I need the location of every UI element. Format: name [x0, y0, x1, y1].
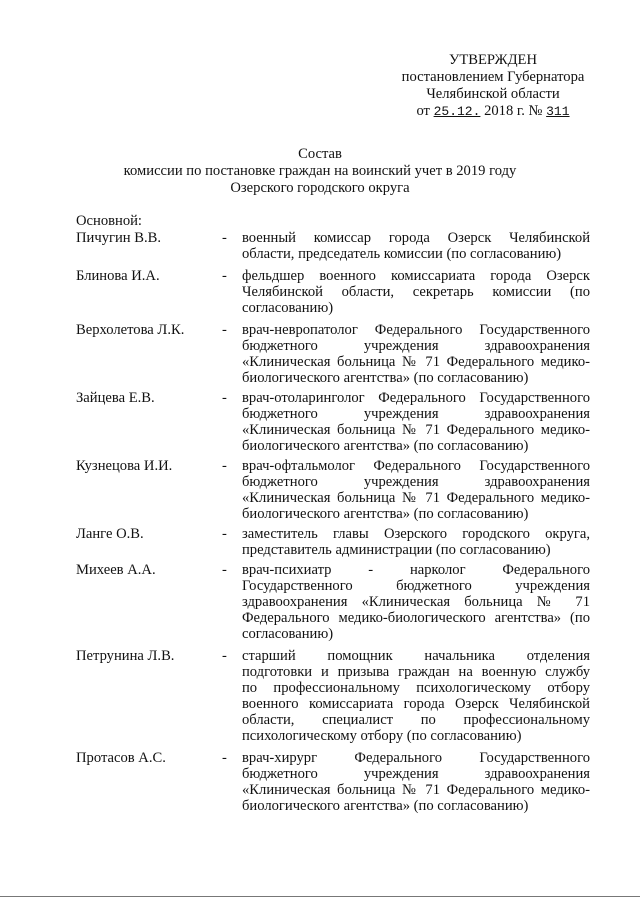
member-role-line: врач-хирург Федерального Государственного	[242, 750, 590, 766]
member-dash: -	[222, 750, 227, 766]
member-role-line: по профессиональному психологическому отбору	[242, 680, 590, 696]
member-role-line: старший помощник начальника отделения	[242, 648, 590, 664]
member-dash: -	[222, 390, 227, 406]
approval-line-1: постановлением Губернатора	[401, 69, 585, 85]
member-name: Петрунина Л.В.	[76, 648, 175, 664]
member-role-line: подготовки и призыва граждан на военную службу	[242, 664, 590, 680]
member-name: Пичугин В.В.	[76, 230, 162, 246]
member-role-line: бюджетного учреждения здравоохранения	[242, 406, 590, 422]
member-role-line: психологическому отбору (по согласованию)	[242, 728, 522, 744]
member-role	[242, 750, 590, 814]
member-dash: -	[222, 230, 227, 246]
member-role-line: биологического агентства» (по согласованию)	[242, 506, 529, 522]
member-role-line: заместитель главы Озерского городского округа,	[242, 526, 590, 542]
member-name: Зайцева Е.В.	[76, 390, 155, 406]
member-name: Верхолетова Л.К.	[76, 322, 185, 338]
member-role-line: бюджетного учреждения здравоохранения	[242, 474, 590, 490]
member-role-line: здравоохранения «Клиническая больница № 71	[242, 594, 590, 610]
member-role	[242, 562, 590, 642]
member-dash: -	[222, 268, 227, 284]
member-role-line: области, специалист по профессиональному	[242, 712, 590, 728]
section-label: Основной:	[76, 213, 142, 229]
member-role-line: биологического агентства» (по согласованию)	[242, 798, 529, 814]
member-role	[242, 230, 590, 262]
member-role-line: «Клиническая больница № 71 Федерального медико-	[242, 782, 590, 798]
member-name: Кузнецова И.И.	[76, 458, 173, 474]
member-role-line: врач-психиатр - нарколог Федерального	[242, 562, 590, 578]
member-role-line: фельдшер военного комиссариата города Озерск	[242, 268, 590, 284]
member-role-line: согласованию)	[242, 300, 334, 316]
member-role-line: представитель администрации (по согласованию)	[242, 542, 551, 558]
member-role-line: врач-отоларинголог Федерального Государственного	[242, 390, 590, 406]
member-role-line: «Клиническая больница № 71 Федерального медико-	[242, 354, 590, 370]
member-dash: -	[222, 458, 227, 474]
member-name: Ланге О.В.	[76, 526, 144, 542]
date-prefix: от	[416, 103, 430, 119]
member-role-line: бюджетного учреждения здравоохранения	[242, 338, 590, 354]
member-name: Михеев А.А.	[76, 562, 156, 578]
member-dash: -	[222, 526, 227, 542]
title-line-1: Состав	[298, 146, 342, 162]
page-bottom-rule	[0, 896, 640, 897]
member-name: Протасов А.С.	[76, 750, 166, 766]
approval-number: 311	[546, 104, 570, 119]
member-role	[242, 268, 590, 316]
member-role-line: биологического агентства» (по согласованию)	[242, 370, 529, 386]
member-dash: -	[222, 648, 227, 664]
member-role	[242, 526, 590, 558]
approval-date: 25.12.	[433, 104, 481, 119]
approval-heading: УТВЕРЖДЕН	[449, 52, 537, 68]
member-dash: -	[222, 322, 227, 338]
date-suffix: 2018 г. №	[484, 103, 543, 119]
member-role-line: биологического агентства» (по согласованию)	[242, 438, 529, 454]
member-role-line: врач-невропатолог Федерального Государственного	[242, 322, 590, 338]
document-title	[80, 146, 560, 197]
member-role-line: врач-офтальмолог Федерального Государственного	[242, 458, 590, 474]
approval-block	[388, 52, 598, 120]
member-role-line: согласованию)	[242, 626, 334, 642]
member-role	[242, 648, 590, 744]
member-role-line: военного комиссариата города Озерск Челябинской	[242, 696, 590, 712]
member-role-line: области, председатель комиссии (по согласованию)	[242, 246, 562, 262]
member-role-line: Государственного бюджетного учреждения	[242, 578, 590, 594]
member-role-line: Челябинской области, секретарь комиссии (по	[242, 284, 590, 300]
member-role	[242, 458, 590, 522]
member-role-line: военный комиссар города Озерск Челябинской	[242, 230, 590, 246]
member-role-line: бюджетного учреждения здравоохранения	[242, 766, 590, 782]
approval-line-2: Челябинской области	[426, 86, 560, 102]
member-role-line: Федерального медико-биологического агентства» (по	[242, 610, 590, 626]
member-role-line: «Клиническая больница № 71 Федерального медико-	[242, 490, 590, 506]
member-role	[242, 390, 590, 454]
member-role	[242, 322, 590, 386]
member-dash: -	[222, 562, 227, 578]
approval-date-line	[388, 103, 598, 120]
member-name: Блинова И.А.	[76, 268, 160, 284]
title-line-3: Озерского городского округа	[230, 180, 410, 196]
member-role-line: «Клиническая больница № 71 Федерального медико-	[242, 422, 590, 438]
title-line-2: комиссии по постановке граждан на воинский учет в 2019 году	[123, 163, 517, 179]
